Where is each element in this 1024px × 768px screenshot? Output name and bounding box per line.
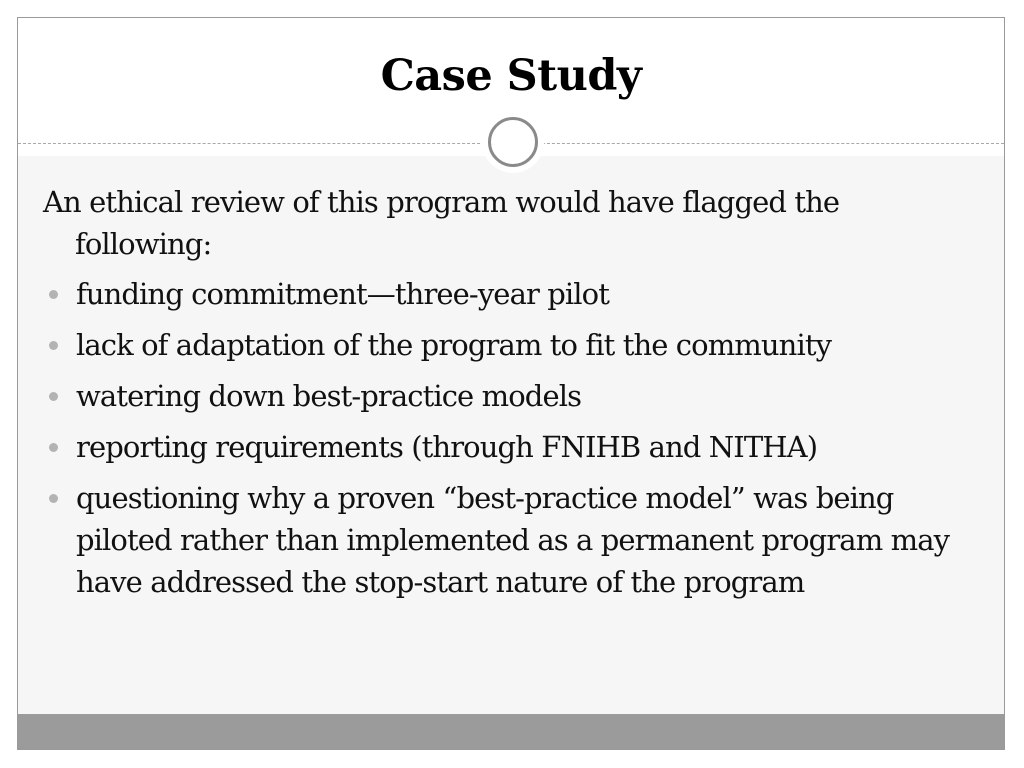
bullet-dot-icon: [49, 290, 58, 299]
bullet-item: [43, 375, 983, 417]
bullet-dot-icon: [49, 392, 58, 401]
bullet-text: funding commitment—three-year pilot: [76, 277, 609, 311]
bullet-dot-icon: [49, 341, 58, 350]
ring-icon: [488, 117, 538, 167]
bullet-text: watering down best-practice models: [76, 379, 582, 413]
slide-body: [43, 181, 983, 612]
bullet-dot-icon: [49, 494, 58, 503]
slide-title: Case Study: [380, 51, 642, 101]
footer-bar: [18, 714, 1004, 749]
bullet-text: lack of adaptation of the program to fit the community: [76, 328, 832, 362]
bullet-item: [43, 273, 983, 315]
bullet-item: [43, 477, 983, 603]
bullet-item: [43, 426, 983, 468]
bullet-dot-icon: [49, 443, 58, 452]
bullet-item: [43, 324, 983, 366]
bullet-text: reporting requirements (through FNIHB and NITHA): [76, 430, 818, 464]
slide: [17, 17, 1005, 750]
bullet-text: questioning why a proven “best-practice model” was being piloted rather than implemented as a permanent program may have addressed the stop-start nature of the program: [76, 481, 950, 599]
bullet-list: [43, 273, 983, 603]
intro-text: An ethical review of this program would have flagged the following:: [43, 185, 840, 261]
